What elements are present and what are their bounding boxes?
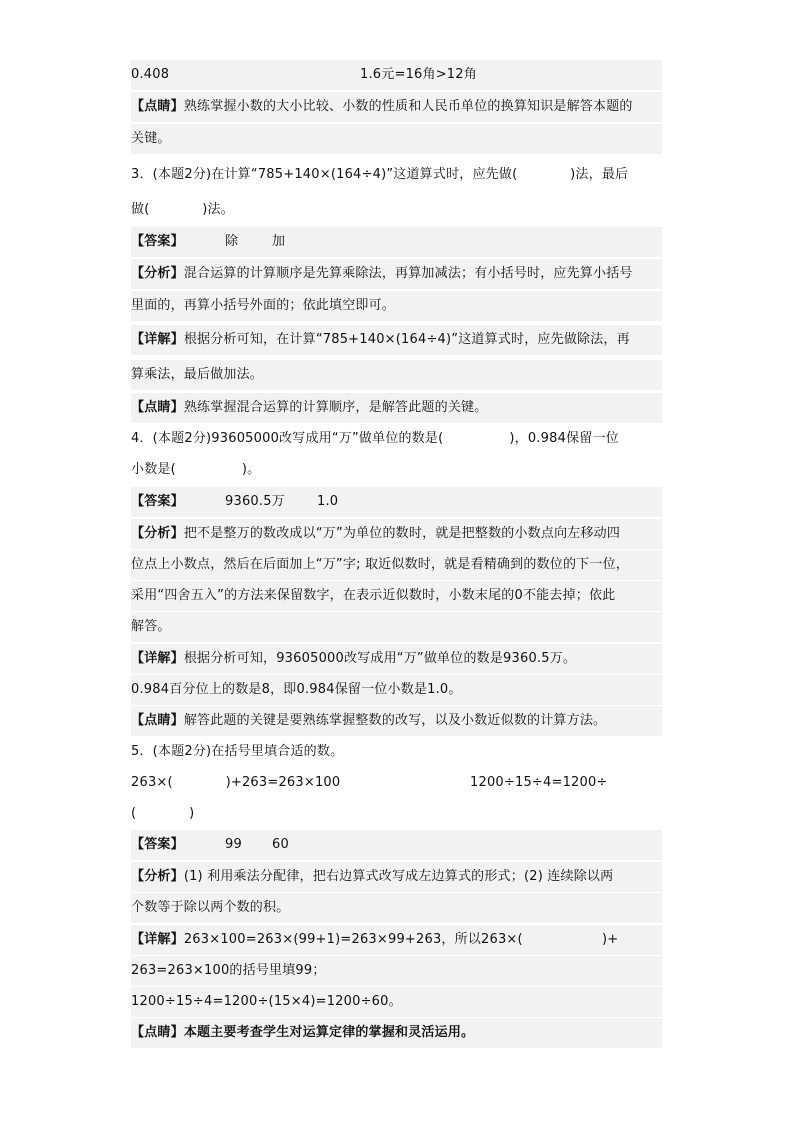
q5-point-text: 本题主要考查学生对运算定律的掌握和灵活运用。 bbox=[183, 1025, 475, 1040]
q4-analysis-text-2: 位点上小数点，然后在后面加上“万”字; 取近似数时，就是看精确到的数位的下一位， bbox=[131, 557, 629, 572]
q3-detail-row-2 bbox=[131, 360, 662, 390]
q4-analysis-row-2 bbox=[131, 550, 662, 580]
q5-analysis-text: (1) 利用乘法分配律，把右边算式改写成左边算式的形式；(2) 连续除以两 bbox=[183, 869, 614, 884]
q5-answer-1: 99 bbox=[225, 837, 242, 852]
carry-answer-right: 1.6元=16角>12角 bbox=[360, 67, 477, 82]
analysis-tag: 【分析】 bbox=[131, 266, 184, 281]
carry-point-row-2 bbox=[131, 124, 662, 154]
q5-detail-text-2: 263=263×100的括号里填99； bbox=[131, 963, 326, 978]
point-tag: 【点睛】 bbox=[131, 1025, 184, 1040]
q3-analysis-text: 混合运算的计算顺序是先算乘除法，再算加减法；有小括号时，应先算小括号 bbox=[183, 266, 633, 281]
q3-detail-text: 根据分析可知，在计算“785+140×(164÷4)”这道算式时，应先做除法，再 bbox=[183, 332, 630, 347]
q5-detail-row-2 bbox=[131, 956, 662, 986]
q3-detail-row bbox=[131, 325, 662, 355]
q3-stem-text-cont: 做( )法。 bbox=[131, 202, 234, 217]
q4-stem-text-cont: 小数是( )。 bbox=[131, 462, 261, 477]
q5-detail-row-3 bbox=[131, 987, 662, 1017]
q5-stem-text: 5．(本题2分)在括号里填合适的数。 bbox=[131, 744, 344, 759]
point-tag: 【点睛】 bbox=[131, 400, 184, 415]
q5-detail-text-3: 1200÷15÷4=1200÷(15×4)=1200÷60。 bbox=[131, 994, 402, 1009]
q4-detail-text: 根据分析可知，93605000改写成用“万”做单位的数是9360.5万。 bbox=[183, 651, 577, 666]
q3-answer-2: 加 bbox=[272, 234, 286, 249]
q4-answer-2: 1.0 bbox=[317, 494, 339, 509]
point-tag: 【点睛】 bbox=[131, 713, 184, 728]
q3-analysis-row bbox=[131, 259, 662, 289]
detail-tag: 【详解】 bbox=[131, 932, 184, 947]
q3-point-text: 熟练掌握混合运算的计算顺序，是解答此题的关键。 bbox=[183, 400, 488, 415]
q4-analysis-text: 把不是整万的数改成以“万”为单位的数时，就是把整数的小数点向左移动四 bbox=[183, 526, 621, 541]
q4-answer-row bbox=[131, 487, 662, 517]
detail-tag: 【详解】 bbox=[131, 332, 184, 347]
q3-detail-text-cont: 算乘法，最后做加法。 bbox=[131, 367, 264, 382]
analysis-tag: 【分析】 bbox=[131, 526, 184, 541]
q4-answer-1: 9360.5万 bbox=[225, 494, 285, 509]
q4-detail-row-2 bbox=[131, 675, 662, 705]
carry-answer-left: 0.408 bbox=[131, 67, 170, 82]
q5-answer-row bbox=[131, 830, 662, 860]
q4-analysis-row bbox=[131, 519, 662, 549]
point-tag: 【点睛】 bbox=[131, 99, 184, 114]
q4-analysis-text-4: 解答。 bbox=[131, 619, 171, 634]
q3-point-row bbox=[131, 393, 662, 423]
q3-answer-1: 除 bbox=[225, 234, 239, 249]
q4-analysis-text-3: 采用“四舍五入”的方法来保留数字，在表示近似数时，小数末尾的0不能去掉；依此 bbox=[131, 588, 616, 603]
q4-analysis-row-3 bbox=[131, 581, 662, 611]
q5-equation-2-cont: ( ) bbox=[131, 806, 195, 821]
q5-point-row bbox=[131, 1018, 662, 1048]
q5-equation-2: 1200÷15÷4=1200÷ bbox=[470, 775, 608, 790]
carry-point-row bbox=[131, 92, 662, 122]
analysis-tag: 【分析】 bbox=[131, 869, 184, 884]
q5-equations-row bbox=[131, 768, 662, 798]
point-text-cont: 关键。 bbox=[131, 131, 171, 146]
answer-tag: 【答案】 bbox=[131, 234, 184, 249]
q5-equations-row-2 bbox=[131, 799, 662, 829]
detail-tag: 【详解】 bbox=[131, 651, 184, 666]
q4-point-text: 解答此题的关键是要熟练掌握整数的改写，以及小数近似数的计算方法。 bbox=[183, 713, 607, 728]
q5-detail-row bbox=[131, 925, 662, 955]
q5-analysis-text-cont: 个数等于除以两个数的积。 bbox=[131, 900, 290, 915]
q4-point-row bbox=[131, 706, 662, 736]
q5-answer-2: 60 bbox=[272, 837, 289, 852]
q5-detail-text: 263×100=263×(99+1)=263×99+263，所以263×( )+ bbox=[183, 932, 619, 947]
q3-answer-row bbox=[131, 227, 662, 257]
answer-tag: 【答案】 bbox=[131, 837, 184, 852]
q4-detail-text-cont: 0.984百分位上的数是8，即0.984保留一位小数是1.0。 bbox=[131, 682, 462, 697]
q4-detail-row bbox=[131, 644, 662, 674]
q5-analysis-row-2 bbox=[131, 893, 662, 923]
answer-tag: 【答案】 bbox=[131, 494, 184, 509]
q4-stem bbox=[131, 424, 662, 454]
q4-stem-text: 4．(本题2分)93605000改写成用“万”做单位的数是( )，0.984保留一位 bbox=[131, 431, 619, 446]
point-text: 熟练掌握小数的大小比较、小数的性质和人民币单位的换算知识是解答本题的 bbox=[183, 99, 633, 114]
q3-stem bbox=[131, 160, 662, 190]
q3-analysis-row-2 bbox=[131, 291, 662, 321]
carry-answer-row bbox=[131, 60, 662, 90]
q3-stem-cont bbox=[131, 195, 662, 225]
q3-stem-text: 3．(本题2分)在计算“785+140×(164÷4)”这道算式时，应先做( )法，最后 bbox=[131, 167, 629, 182]
q5-stem bbox=[131, 737, 662, 767]
q5-analysis-row bbox=[131, 862, 662, 892]
q5-equation-1: 263×( )+263=263×100 bbox=[131, 775, 341, 790]
q4-analysis-row-4 bbox=[131, 612, 662, 642]
q4-stem-cont bbox=[131, 455, 662, 485]
q3-analysis-text-cont: 里面的，再算小括号外面的；依此填空即可。 bbox=[131, 298, 396, 313]
